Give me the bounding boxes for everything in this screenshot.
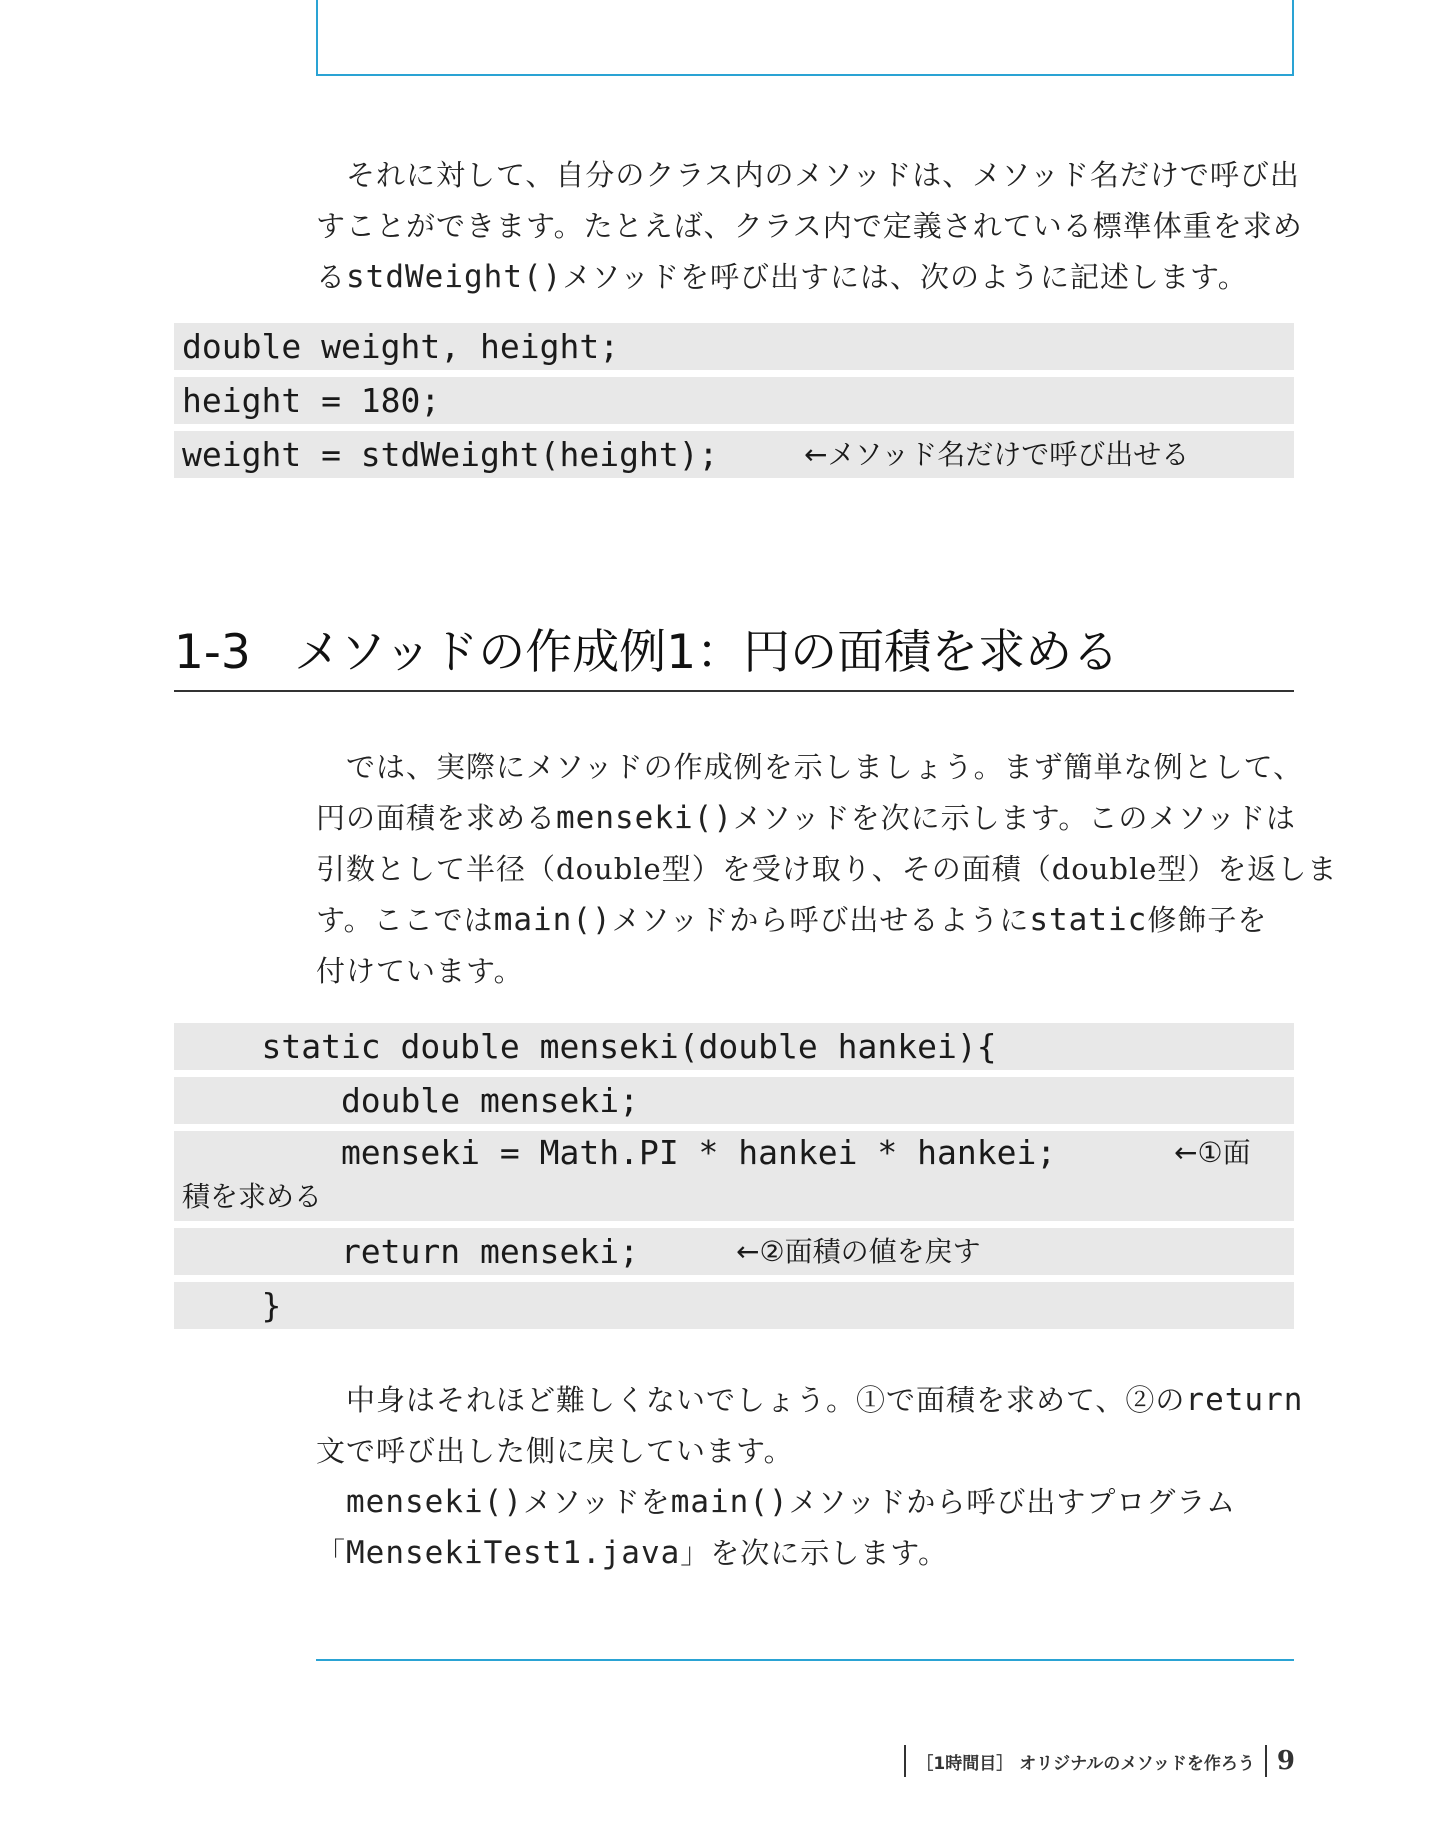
paragraph-line: では、実際にメソッドの作成例を示しましょう。まず簡単な例として、 <box>316 750 1304 784</box>
paragraph-line <box>316 1477 1303 1528</box>
code-block-2 <box>174 1023 1294 1336</box>
inline-code: return <box>1185 1382 1304 1418</box>
text-run: メソッドを呼び出すには、次のように記述します。 <box>562 260 1248 294</box>
code-line: double weight, height; <box>174 323 1294 370</box>
paragraph-line <box>316 793 1337 844</box>
code-line: double menseki; <box>174 1077 1294 1124</box>
text-run: メソッドを <box>523 1485 671 1519</box>
code-line <box>174 1131 1294 1221</box>
code-line: static double menseki(double hankei){ <box>174 1023 1294 1070</box>
inline-code: menseki() <box>346 1484 523 1520</box>
inline-code: menseki() <box>556 800 733 836</box>
inline-code: static <box>1029 902 1148 938</box>
code-block-1 <box>174 323 1294 485</box>
text-run: 「 <box>316 1536 347 1570</box>
section-number: 1-3 <box>174 625 251 680</box>
code-line <box>174 431 1294 478</box>
code-line: } <box>174 1282 1294 1329</box>
paragraph-line <box>316 895 1337 946</box>
inline-code: stdWeight() <box>346 259 563 295</box>
text-run: メソッドを次に示します。このメソッドは <box>733 801 1297 835</box>
text-run: る <box>316 260 347 294</box>
paragraph-line <box>316 1375 1303 1426</box>
code-text: menseki = Math.PI * hankei * hankei; <box>182 1133 1057 1172</box>
page-number: 9 <box>1276 1746 1295 1776</box>
section-title: メソッドの作成例1：円の面積を求める <box>294 625 1120 680</box>
code-annotation: ←①面 <box>1174 1136 1251 1169</box>
text-run: す。ここでは <box>316 903 494 937</box>
code-annotation: ←②面積の値を戻す <box>736 1235 981 1268</box>
text-run: メソッドから呼び出せるように <box>611 903 1030 937</box>
page-footer <box>894 1744 1295 1778</box>
code-annotation: ←メソッド名だけで呼び出せる <box>804 438 1190 471</box>
code-annotation: 積を求める <box>182 1180 323 1213</box>
paragraph-line: 文で呼び出した側に戻しています。 <box>316 1434 794 1468</box>
footer-divider <box>1265 1745 1267 1777</box>
paragraph-line: 付けています。 <box>316 954 524 988</box>
paragraph-line <box>316 252 1303 303</box>
paragraph-summary <box>316 1375 1303 1579</box>
code-text: weight = stdWeight(height); <box>182 435 719 474</box>
section-heading <box>174 620 1294 692</box>
footer-divider <box>904 1745 906 1777</box>
paragraph-line: 引数として半径（double型）を受け取り、その面積（double型）を返しま <box>316 852 1338 886</box>
paragraph-example <box>316 742 1337 997</box>
text-run: 」を次に示します。 <box>680 1536 948 1570</box>
top-frame-box <box>316 0 1294 76</box>
code-line <box>174 1228 1294 1275</box>
code-line: height = 180; <box>174 377 1294 424</box>
chapter-label: ［1時間目］ オリジナルのメソッドを作ろう <box>916 1753 1255 1774</box>
paragraph-line <box>316 1528 1303 1579</box>
bottom-divider <box>316 1659 1294 1661</box>
code-text: return menseki; <box>182 1232 639 1271</box>
paragraph-intro <box>316 150 1303 303</box>
text-run: 円の面積を求める <box>316 801 557 835</box>
text-run: 修飾子を <box>1147 903 1268 937</box>
text-run: メソッドから呼び出すプログラム <box>788 1485 1237 1519</box>
inline-code: main() <box>493 902 612 938</box>
inline-code: main() <box>670 1484 789 1520</box>
inline-code: MensekiTest1.java <box>346 1535 681 1571</box>
paragraph-line: それに対して、自分のクラス内のメソッドは、メソッド名だけで呼び出 <box>316 158 1300 192</box>
paragraph-line: すことができます。たとえば、クラス内で定義されている標準体重を求め <box>316 209 1303 243</box>
text-run: 中身はそれほど難しくないでしょう。①で面積を求めて、②の <box>316 1383 1186 1417</box>
